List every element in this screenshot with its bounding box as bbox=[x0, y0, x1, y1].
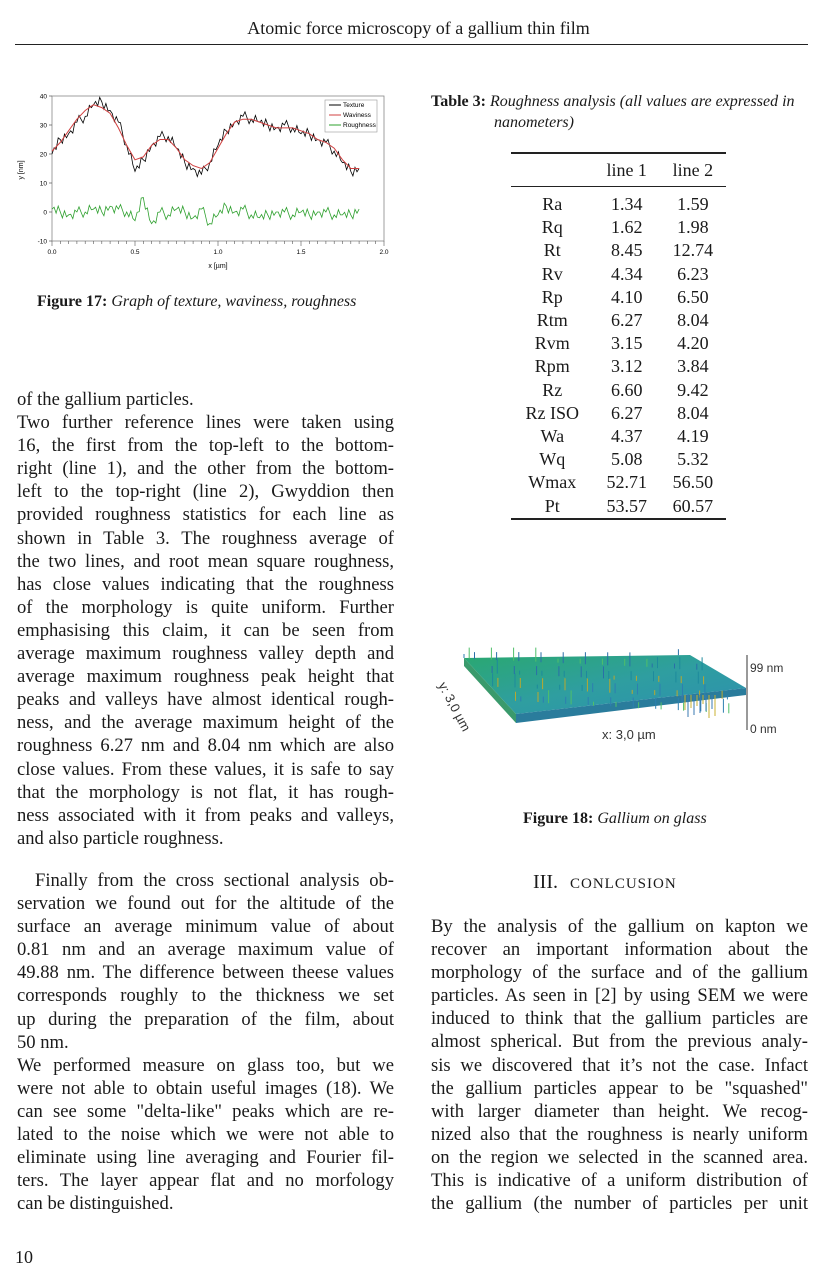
text-line: of the gallium particles. bbox=[17, 389, 194, 410]
y-axis-label: y: 3,0 µm bbox=[435, 679, 474, 734]
text-line: shown in Table 3. The roughness average of bbox=[17, 527, 394, 549]
text-line: almost spherical. But from the previous analy- bbox=[431, 1031, 808, 1053]
table-cell: 52.71 bbox=[606, 472, 647, 493]
table-3-caption-line2: nanometers) bbox=[494, 114, 574, 131]
table-cell: 4.34 bbox=[610, 263, 643, 284]
y-tick-label: 30 bbox=[39, 122, 47, 130]
legend-texture: Texture bbox=[343, 102, 365, 109]
text-line: and also particle roughness. bbox=[17, 827, 224, 849]
table-row bbox=[511, 355, 726, 378]
row-label: Rv bbox=[541, 263, 563, 284]
y-tick-label: -10 bbox=[37, 238, 47, 246]
text-line: 16, the first from the top-left to the bottom- bbox=[17, 435, 394, 457]
row-label: Pt bbox=[511, 494, 594, 518]
left-column-paragraph-2 bbox=[17, 869, 394, 1215]
table-row bbox=[511, 494, 726, 518]
figure-17-label: Figure 17: bbox=[37, 293, 108, 310]
table-cell: 12.74 bbox=[672, 240, 714, 261]
x-tick-label: 1.0 bbox=[213, 249, 223, 256]
x-tick-label: 0.0 bbox=[47, 249, 57, 256]
table-cell: 56.50 bbox=[672, 472, 714, 493]
text-line: that the morphology is not flat, it has rough- bbox=[17, 781, 394, 803]
row-label: Ra bbox=[542, 194, 563, 215]
table-cell: 8.04 bbox=[677, 402, 709, 423]
legend-roughness: Roughness bbox=[343, 122, 376, 129]
table-header-cell bbox=[511, 153, 594, 187]
table-cell: 1.62 bbox=[610, 217, 643, 238]
table-cell: 8.45 bbox=[610, 240, 643, 261]
row-label: Rq bbox=[541, 217, 563, 238]
row-label: Rz ISO bbox=[525, 402, 580, 423]
text-line: provided roughness statistics for each line as bbox=[17, 504, 394, 526]
text-line: emphasising this claim, it can be seen from bbox=[17, 619, 394, 641]
text-line: ters. The layer appear flat and no morfology bbox=[17, 1170, 394, 1192]
f17-ylabel: y [nm] bbox=[18, 160, 25, 180]
text-line: recover an important information about the bbox=[431, 939, 808, 961]
row-label: Wmax bbox=[528, 472, 577, 493]
table-row bbox=[511, 332, 726, 355]
text-line: right (line 1), and the other from the bottom- bbox=[17, 458, 394, 480]
figure-18-caption-text: Gallium on glass bbox=[597, 810, 707, 827]
text-line: were not able to obtain useful images (18). We bbox=[17, 1077, 394, 1099]
section-number: III. bbox=[533, 871, 558, 893]
table-row bbox=[511, 216, 726, 239]
text-line: peaks and valleys have almost identical rough- bbox=[17, 689, 394, 711]
row-label: Wa bbox=[540, 425, 565, 446]
left-column-paragraph-1 bbox=[17, 388, 394, 850]
text-line: up during the preparation of the film, about bbox=[17, 1008, 394, 1030]
table-row bbox=[511, 286, 726, 309]
table-row bbox=[511, 471, 726, 494]
table-row bbox=[511, 402, 726, 425]
y-tick-label: 0 bbox=[43, 209, 47, 217]
text-line: of the morphology is quite uniform. Further bbox=[17, 596, 394, 618]
table-3 bbox=[511, 152, 726, 520]
table-cell: 5.08 bbox=[610, 449, 643, 470]
figure-17-chart bbox=[15, 88, 395, 273]
table-cell: 1.98 bbox=[677, 217, 709, 238]
table-header-cell: line 2 bbox=[660, 153, 726, 187]
table-cell: 4.37 bbox=[610, 425, 643, 446]
text-line: has close values indicating that the roughness bbox=[17, 573, 394, 595]
table-cell: 6.50 bbox=[677, 286, 709, 307]
section-heading bbox=[533, 871, 677, 894]
text-line: the gallium (the number of particles per unit bbox=[431, 1193, 808, 1215]
figure-18-label: Figure 18: bbox=[523, 810, 594, 827]
table-row bbox=[511, 448, 726, 471]
text-line: corresponds roughly to the thickness we set bbox=[17, 985, 394, 1007]
table-cell: 4.20 bbox=[677, 333, 709, 354]
table-row bbox=[511, 263, 726, 286]
table-cell: 1.59 bbox=[677, 194, 709, 215]
table-3-label: Table 3: bbox=[431, 93, 486, 110]
row-label: Rvm bbox=[534, 333, 570, 354]
text-line: particles. As seen in [2] by using SEM we were bbox=[431, 985, 808, 1007]
figure-17-caption-text: Graph of texture, waviness, roughness bbox=[111, 293, 357, 310]
y-tick-label: 40 bbox=[39, 93, 47, 101]
header-rule bbox=[15, 44, 808, 45]
table-cell: 3.12 bbox=[610, 356, 643, 377]
row-label: Rtm bbox=[536, 310, 568, 331]
row-label: Rz bbox=[542, 379, 563, 400]
text-line: left to the top-right (line 2), Gwyddion then bbox=[17, 481, 394, 503]
table-cell: 9.42 bbox=[677, 379, 709, 400]
figure-18-surface-plot bbox=[432, 615, 812, 750]
table-cell: 1.34 bbox=[610, 194, 643, 215]
row-label: Rpm bbox=[534, 356, 570, 377]
text-line: nized also that the roughness is nearly uniform bbox=[431, 1123, 808, 1145]
text-line: close values. From these values, it is safe to say bbox=[17, 758, 394, 780]
text-line: lated to the noise which we were not able to bbox=[17, 1124, 394, 1146]
y-tick-label: 20 bbox=[39, 151, 47, 159]
table-cell: 5.32 bbox=[677, 449, 709, 470]
row-label: Rp bbox=[541, 286, 563, 307]
x-tick-label: 1.5 bbox=[296, 249, 306, 256]
legend-waviness: Waviness bbox=[343, 112, 371, 119]
table-3-caption-line1: Roughness analysis (all values are expressed in bbox=[489, 93, 795, 110]
text-line: ness associated with it from peaks and valleys, bbox=[17, 804, 394, 826]
row-label: Wq bbox=[539, 449, 566, 470]
text-line: with larger diameter than height. We recog- bbox=[431, 1100, 808, 1122]
text-line: surface an average minimum value of about bbox=[17, 916, 394, 938]
table-cell: 4.10 bbox=[610, 286, 643, 307]
row-label: Rt bbox=[543, 240, 561, 261]
z-max-label: 99 nm bbox=[750, 661, 784, 675]
running-head: Atomic force microscopy of a gallium thin film bbox=[247, 18, 590, 38]
text-line: the two lines, and root mean square roughness, bbox=[17, 550, 394, 572]
table-row bbox=[511, 379, 726, 402]
text-line: induced to think that the gallium particles are bbox=[431, 1008, 808, 1030]
text-line: 50 nm. bbox=[17, 1031, 69, 1053]
table-cell: 6.23 bbox=[677, 263, 709, 284]
text-line: morphology of the surface and of the gallium bbox=[431, 962, 808, 984]
text-line: the gallium particles appear to be "squashed" bbox=[431, 1077, 808, 1099]
x-axis-label: x: 3,0 µm bbox=[602, 727, 656, 742]
y-tick-label: 10 bbox=[39, 180, 47, 188]
f17-xlabel: x [µm] bbox=[208, 263, 228, 270]
text-line: servation we found out for the altitude of the bbox=[17, 893, 394, 915]
table-cell: 6.27 bbox=[610, 310, 643, 331]
section-title: CONLCUSION bbox=[569, 876, 677, 892]
text-line: 49.88 nm. The difference between theese values bbox=[17, 962, 394, 984]
z-min-label: 0 nm bbox=[750, 722, 777, 736]
table-cell: 53.57 bbox=[594, 494, 660, 518]
text-line: average maximum roughness valley depth and bbox=[17, 643, 394, 665]
text-line: average maximum roughness peak height that bbox=[17, 666, 394, 688]
page-number: 10 bbox=[15, 1247, 33, 1267]
text-line: eliminate using line averaging and Fourier fil- bbox=[17, 1147, 394, 1169]
text-line: 0.81 nm and an average maximum value of bbox=[17, 939, 394, 961]
text-line: can be distinguished. bbox=[17, 1193, 174, 1215]
figure-17-caption bbox=[37, 293, 356, 311]
x-tick-label: 0.5 bbox=[130, 249, 140, 256]
table-row bbox=[511, 239, 726, 262]
right-column-paragraph bbox=[431, 915, 808, 1215]
table-cell: 60.57 bbox=[660, 494, 726, 518]
text-line: We performed measure on glass too, but we bbox=[17, 1054, 394, 1076]
table-3-caption bbox=[431, 91, 816, 133]
f17-legend bbox=[325, 100, 377, 132]
text-line: ness, and the average maximum height of the bbox=[17, 712, 394, 734]
text-line: on the region we selected in the scanned area. bbox=[431, 1146, 808, 1168]
table-cell: 6.60 bbox=[610, 379, 643, 400]
table-cell: 8.04 bbox=[677, 310, 709, 331]
table-row bbox=[511, 425, 726, 448]
table-cell: 3.15 bbox=[610, 333, 643, 354]
table-row bbox=[511, 309, 726, 332]
text-line: By the analysis of the gallium on kapton we bbox=[431, 916, 808, 937]
text-line: Finally from the cross sectional analysis ob- bbox=[35, 870, 394, 891]
table-cell: 6.27 bbox=[610, 402, 643, 423]
figure-18-caption bbox=[523, 810, 707, 828]
x-tick-label: 2.0 bbox=[379, 249, 389, 256]
text-line: Two further reference lines were taken using bbox=[17, 412, 394, 434]
text-line: can see some "delta-like" peaks which are re- bbox=[17, 1100, 394, 1122]
table-cell: 3.84 bbox=[677, 356, 709, 377]
table-row bbox=[511, 187, 726, 217]
text-line: sis we discovered that it’s not the case. Infact bbox=[431, 1054, 808, 1076]
table-header-cell: line 1 bbox=[594, 153, 660, 187]
text-line: This is indicative of a uniform distribution of bbox=[431, 1170, 808, 1192]
table-cell: 4.19 bbox=[677, 425, 709, 446]
text-line: roughness 6.27 nm and 8.04 nm which are also bbox=[17, 735, 394, 757]
